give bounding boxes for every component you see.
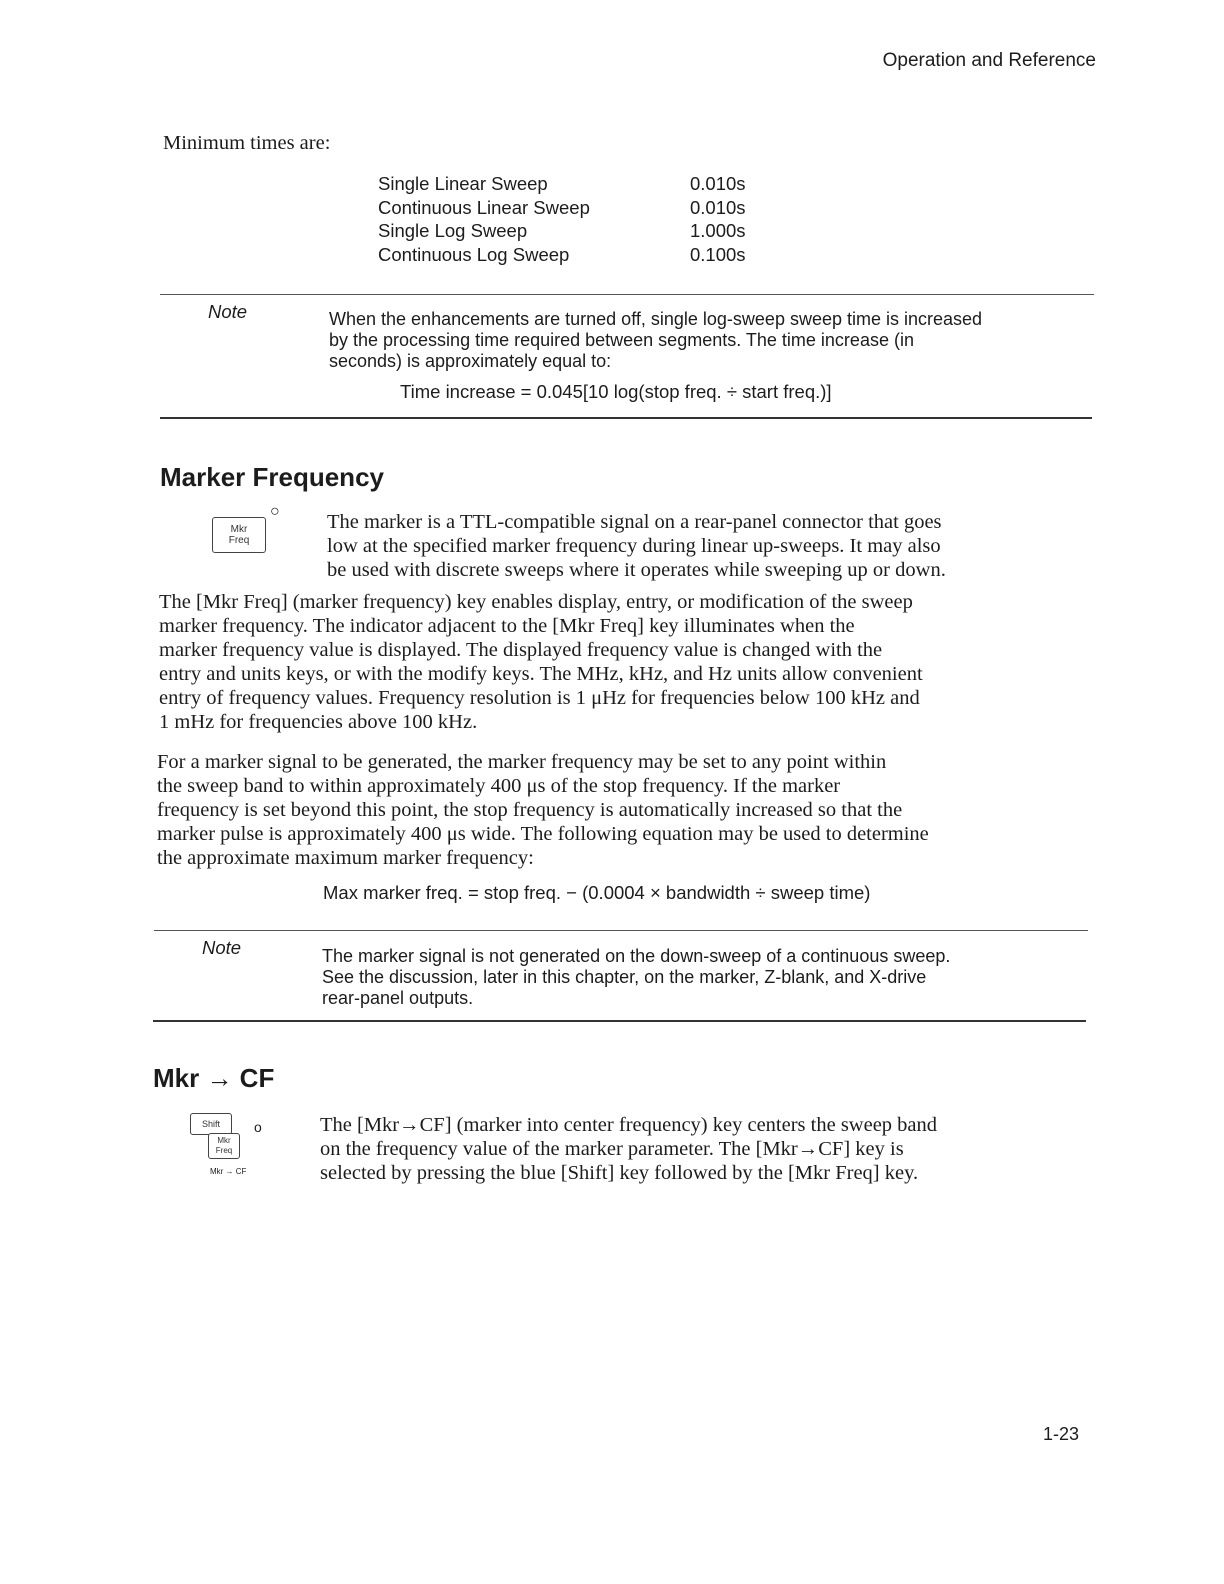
text-line: be used with discrete sweeps where it operates while sweeping up or down. xyxy=(327,559,946,581)
key-label: Freq xyxy=(215,1146,233,1155)
note-text xyxy=(329,309,1089,372)
note-line: seconds) is approximately equal to: xyxy=(329,351,612,371)
times-row xyxy=(378,197,818,221)
note-line: by the processing time required between segments. The time increase (in xyxy=(329,330,914,350)
mkr-freq-key-icon xyxy=(212,517,266,553)
key-label: Mkr xyxy=(217,1136,231,1145)
note-label: Note xyxy=(202,937,242,958)
mkr-cf-key-diagram xyxy=(190,1113,260,1183)
text-line: For a marker signal to be generated, the marker frequency may be set to any point within xyxy=(157,751,887,773)
text-line: on the frequency value of the marker parameter. The [Mkr→CF] key is xyxy=(320,1138,904,1160)
page-number: 1-23 xyxy=(1042,1424,1079,1444)
text-line: low at the specified marker frequency during linear up-sweeps. It may also xyxy=(327,535,941,557)
key-label: Freq xyxy=(228,535,250,546)
text-line: The [Mkr→CF] (marker into center frequency) key centers the sweep band xyxy=(320,1114,938,1136)
mkr-freq-key-icon xyxy=(208,1133,240,1159)
text-line: entry and units keys, or with the modify keys. The MHz, kHz, and Hz units allow convenient xyxy=(159,663,923,685)
note-top-rule xyxy=(154,930,1088,931)
note-top-rule xyxy=(160,294,1094,295)
text-line: The [Mkr Freq] (marker frequency) key enables display, entry, or modification of the sweep xyxy=(159,591,913,613)
times-row xyxy=(378,244,818,268)
note-label: Note xyxy=(208,301,248,322)
note-line: rear-panel outputs. xyxy=(322,988,474,1008)
indicator-light-icon: o xyxy=(254,1119,262,1135)
note-text xyxy=(322,946,1082,1009)
marker-intro-paragraph xyxy=(327,510,1087,582)
minimum-times-intro: Minimum times are: xyxy=(163,132,331,154)
sweep-type-name: Single Log Sweep xyxy=(378,220,528,241)
sweep-time-value: 1.000s xyxy=(690,220,746,241)
note-line: The marker signal is not generated on the down-sweep of a continuous sweep. xyxy=(322,946,951,966)
note-bottom-rule xyxy=(153,1020,1086,1022)
shift-key-icon: Shift xyxy=(190,1113,232,1135)
marker-body-paragraph-2 xyxy=(157,750,1087,870)
sweep-type-name: Continuous Log Sweep xyxy=(378,243,570,265)
section-heading-marker-frequency: Marker Frequency xyxy=(160,462,384,492)
text-line: the sweep band to within approximately 400 μs of the stop frequency. If the marker xyxy=(157,775,841,797)
times-row xyxy=(378,173,818,197)
indicator-light-icon: ○ xyxy=(270,503,280,520)
running-header: Operation and Reference xyxy=(882,50,1096,71)
text-line: 1 mHz for frequencies above 100 kHz. xyxy=(159,711,478,733)
note-line: When the enhancements are turned off, single log-sweep sweep time is increased xyxy=(329,309,983,329)
time-increase-equation: Time increase = 0.045[10 log(stop freq. ÷ start freq.)] xyxy=(400,381,832,402)
key-label: Mkr xyxy=(230,524,248,535)
sweep-type-name: Single Linear Sweep xyxy=(378,173,548,194)
sweep-time-value: 0.010s xyxy=(690,173,746,194)
text-line: selected by pressing the blue [Shift] key followed by the [Mkr Freq] key. xyxy=(320,1162,919,1184)
section-heading-mkr-cf: Mkr → CF xyxy=(153,1063,275,1093)
text-line: marker pulse is approximately 400 μs wide. The following equation may be used to determine xyxy=(157,823,929,845)
text-line: the approximate maximum marker frequency: xyxy=(157,847,534,869)
sweep-time-value: 0.010s xyxy=(690,196,746,218)
times-row xyxy=(378,220,818,244)
sweep-type-name: Continuous Linear Sweep xyxy=(378,196,590,218)
key-caption: Mkr → CF xyxy=(210,1167,247,1176)
minimum-times-table xyxy=(378,173,818,267)
mkr-cf-paragraph xyxy=(320,1113,1080,1185)
text-line: frequency is set beyond this point, the stop frequency is automatically increased so that the xyxy=(157,799,903,821)
marker-body-paragraph-1 xyxy=(159,590,1089,734)
note-bottom-rule xyxy=(160,417,1092,419)
text-line: marker frequency. The indicator adjacent to the [Mkr Freq] key illuminates when the xyxy=(159,615,855,637)
text-line: entry of frequency values. Frequency resolution is 1 μHz for frequencies below 100 kHz and xyxy=(159,687,920,709)
max-marker-equation: Max marker freq. = stop freq. − (0.0004 × bandwidth ÷ sweep time) xyxy=(323,882,871,903)
text-line: The marker is a TTL-compatible signal on a rear-panel connector that goes xyxy=(327,511,942,533)
sweep-time-value: 0.100s xyxy=(690,243,746,265)
text-line: marker frequency value is displayed. The displayed frequency value is changed with the xyxy=(159,639,883,661)
note-line: See the discussion, later in this chapter, on the marker, Z-blank, and X-drive xyxy=(322,967,927,987)
